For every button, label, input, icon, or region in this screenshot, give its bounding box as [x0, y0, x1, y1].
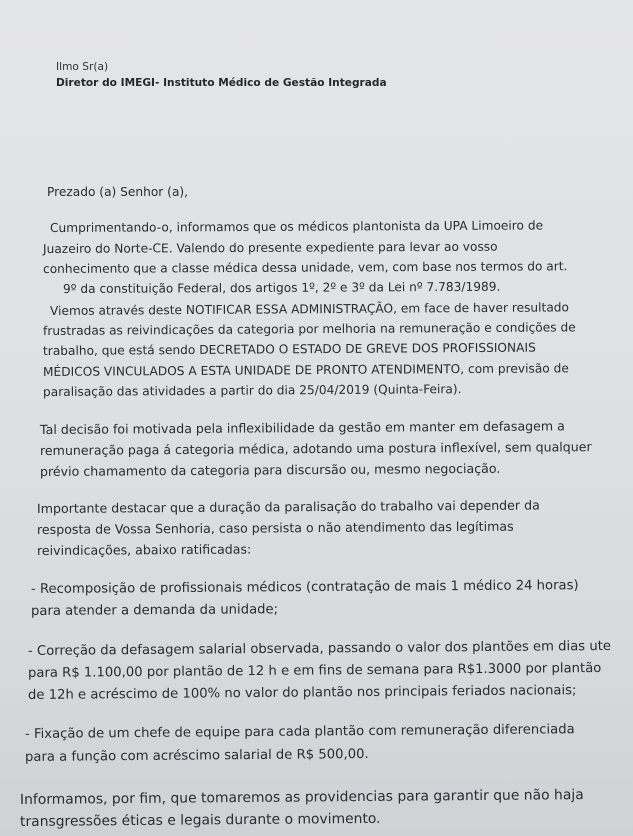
text-line: - Recomposição de profissionais médicos (contratação de mais 1 médico 24 horas) — [30, 578, 579, 597]
text-line: para atender a demanda da unidade; — [30, 602, 279, 619]
text-line: conhecimento que a classe médica dessa unidade, vem, com base nos termos do art. — [42, 259, 568, 276]
text-line: trabalho, que está sendo DECRETADO O ESTADO DE GREVE DOS PROFISSIONAIS — [42, 340, 536, 358]
text-line: remuneração paga á categoria médica, adotando uma postura inflexível, sem qualquer — [39, 439, 592, 458]
text-line: para a função com acréscimo salarial de R$ 500,00. — [24, 747, 369, 765]
recipient-title: Diretor do IMEGI- Instituto Médico de Gestão Integrada — [56, 77, 387, 89]
text-line: Informamos, por fim, que tomaremos as providencias para garantir que não haja — [19, 787, 584, 808]
text-line: resposta de Vossa Senhoria, caso persista o não atendimento das legítimas — [36, 518, 514, 537]
greeting: Prezado (a) Senhor (a), — [47, 185, 189, 199]
text-line: Cumprimentando-o, informamos que os médicos plantonista da UPA Limoeiro de — [49, 218, 544, 235]
text-line: prévio chamamento da categoria para discursão ou, mesmo negociação. — [39, 460, 501, 479]
text-line: Viemos através deste NOTIFICAR ESSA ADMINISTRAÇÃO, em face de haver resultado — [49, 300, 570, 318]
recipient-salutation: Ilmo Sr(a) — [56, 61, 109, 73]
text-line: para R$ 1.100,00 por plantão de 12 h e em fins de semana para R$1.3000 por plantão — [27, 660, 602, 681]
text-line: 9º da constituição Federal, dos artigos 1º, 2º e 3º da Lei nº 7.783/1989. — [62, 279, 501, 296]
text-line: - Fixação de um chefe de equipe para cada plantão com remuneração diferenciada — [24, 722, 575, 742]
text-line: - Correção da defasagem salarial observada, passando o valor dos plantões em dias ute — [27, 638, 612, 659]
text-line: MÉDICOS VINCULADOS A ESTA UNIDADE DE PRONTO ATENDIMENTO, com previsão de — [42, 361, 569, 379]
text-line: Tal decisão foi motivada pela inflexibilidade da gestão em manter em defasagem a — [39, 418, 565, 437]
text-line: paralisação das atividades a partir do dia 25/04/2019 (Quinta-Feira). — [42, 382, 462, 399]
text-line: transgressões éticas e legais durante o movimento. — [19, 810, 381, 830]
text-line: Importante destacar que a duração da paralisação do trabalho vai depender da — [36, 497, 540, 516]
text-line: Juazeiro do Norte-CE. Valendo do presente expediente para levar ao vosso — [42, 239, 498, 256]
text-line: reivindicações, abaixo ratificadas: — [36, 541, 252, 558]
text-line: de 12h e acréscimo de 100% no valor do plantão nos principais feriados nacionais; — [27, 683, 577, 703]
text-line: frustradas as reivindicações da categoria por melhoria na remuneração e condições de — [42, 320, 576, 338]
